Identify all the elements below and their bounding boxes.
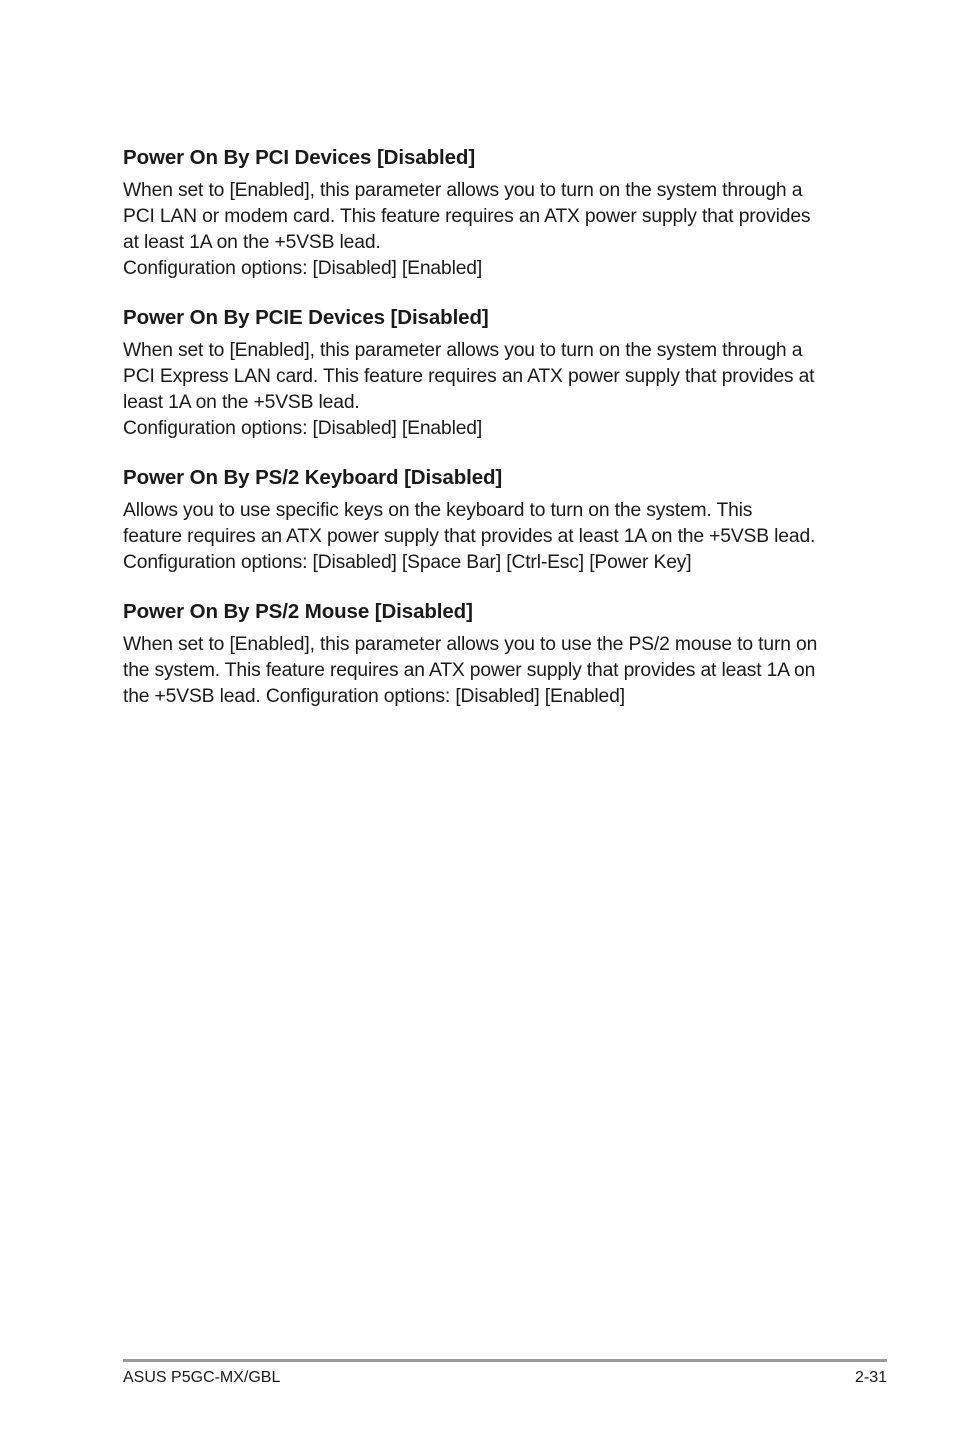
body-line: at least 1A on the +5VSB lead. [123, 232, 381, 253]
section-power-on-pci [123, 144, 810, 282]
section-heading: Power On By PCIE Devices [Disabled] [123, 306, 489, 329]
section-power-on-mouse [123, 598, 817, 710]
body-line: PCI LAN or modem card. This feature requires an ATX power supply that provides [123, 206, 811, 227]
body-line: Configuration options: [Disabled] [Space Bar] [Ctrl-Esc] [Power Key] [123, 552, 692, 573]
section-body [123, 178, 810, 282]
footer-page-number: 2-31 [854, 1369, 887, 1386]
body-line: When set to [Enabled], this parameter allows you to turn on the system through a [123, 180, 803, 201]
body-line: Configuration options: [Disabled] [Enabled] [123, 258, 483, 279]
section-heading: Power On By PS/2 Keyboard [Disabled] [123, 466, 503, 489]
section-heading: Power On By PCI Devices [Disabled] [123, 146, 476, 169]
body-line: the system. This feature requires an ATX power supply that provides at least 1A on [123, 660, 816, 681]
body-line: Allows you to use specific keys on the keyboard to turn on the system. This [123, 500, 753, 521]
body-line: least 1A on the +5VSB lead. [123, 392, 360, 413]
section-body [123, 498, 815, 576]
body-line: the +5VSB lead. Configuration options: [Disabled] [Enabled] [123, 686, 625, 707]
body-line: When set to [Enabled], this parameter allows you to use the PS/2 mouse to turn on [123, 634, 818, 655]
body-line: feature requires an ATX power supply that provides at least 1A on the +5VSB lead. [123, 526, 816, 547]
body-line: PCI Express LAN card. This feature requires an ATX power supply that provides at [123, 366, 815, 387]
section-body [123, 632, 817, 710]
section-power-on-pcie [123, 304, 814, 442]
section-body [123, 338, 814, 442]
footer-divider [123, 1359, 887, 1362]
body-line: Configuration options: [Disabled] [Enabled] [123, 418, 483, 439]
body-line: When set to [Enabled], this parameter allows you to turn on the system through a [123, 340, 803, 361]
section-heading: Power On By PS/2 Mouse [Disabled] [123, 600, 473, 623]
footer-product-name: ASUS P5GC-MX/GBL [123, 1369, 281, 1386]
section-power-on-keyboard [123, 464, 815, 576]
